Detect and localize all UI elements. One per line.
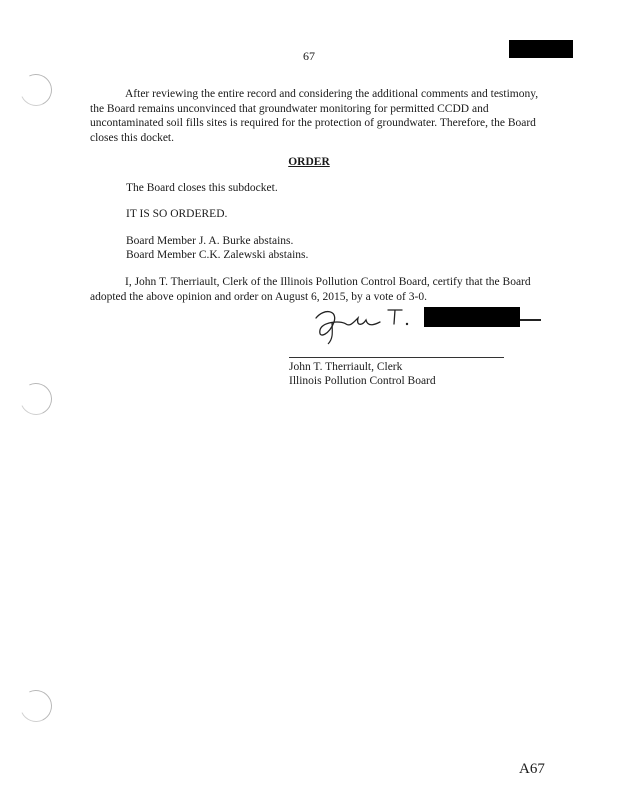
order-heading: ORDER xyxy=(288,156,330,168)
footer-label: A67 xyxy=(519,761,545,777)
hole-punch-mark xyxy=(15,69,56,110)
signature-line xyxy=(289,357,504,358)
hole-punch-mark xyxy=(15,378,56,419)
order-line: The Board closes this subdocket. xyxy=(126,182,278,194)
signature-stroke xyxy=(520,319,541,321)
signature-block xyxy=(289,360,436,388)
redaction-block-signature xyxy=(424,307,520,327)
handwritten-signature xyxy=(310,300,420,348)
page-number: 67 xyxy=(303,49,315,63)
abstain-line: Board Member C.K. Zalewski abstains. xyxy=(126,249,309,261)
certification-paragraph: I, John T. Therriault, Clerk of the Illinois Pollution Control Board, certify that the Board adopted the above opinion and order on August 6, 2015, by a vote of 3-0. xyxy=(90,276,531,303)
clerk-title: Illinois Pollution Control Board xyxy=(289,375,436,387)
so-ordered-line: IT IS SO ORDERED. xyxy=(126,208,228,220)
opinion-paragraph: After reviewing the entire record and considering the additional comments and testimony, the Board remains unconvinced that groundwater monitoring for permitted CCDD and uncontaminated soil fills sites is required for the protection of groundwater. Therefore, the Board closes this docket. xyxy=(90,88,539,144)
abstain-line: Board Member J. A. Burke abstains. xyxy=(126,235,294,247)
hole-punch-mark xyxy=(15,685,56,726)
clerk-name: John T. Therriault, Clerk xyxy=(289,361,403,373)
